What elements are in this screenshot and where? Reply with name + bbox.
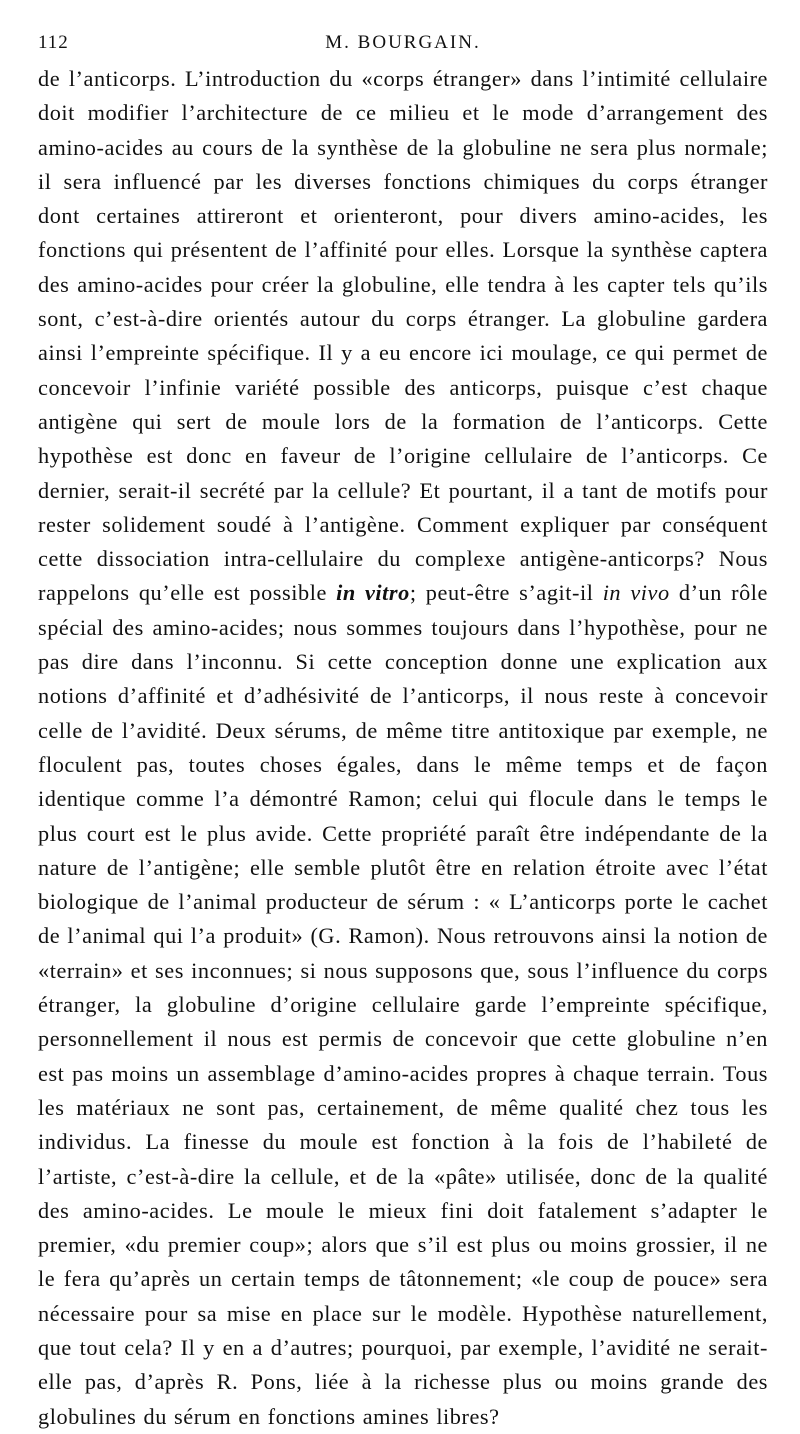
document-page: [38, 32, 768, 1434]
body-paragraph: [38, 62, 768, 1434]
italic-term-in-vitro: in vitro: [336, 580, 410, 606]
page-number: 112: [38, 32, 69, 53]
text-run: d’un rôle spécial des amino-acides; nous sommes toujours dans l’hypothèse, pour ne pas dire dans l’inconnu. Si cette conception donne une explication aux notions d’affinité et d’adhésivité de l’anticorps, il nous reste à concevoir celle de l’avidité. Deux sérums, de même titre antitoxique par exemple, ne floculent pas, toutes choses égales, dans le même temps et de façon identique comme l’a démontré Ramon; celui qui flocule dans le temps le plus court est le plus avide. Cette propriété paraît être indépendante de la nature de l’antigène; elle semble plutôt être en relation étroite avec l’état biologique de l’animal producteur de sérum : « L’anticorps porte le cachet de l’animal qui l’a produit» (G. Ramon). Nous retrouvons ainsi la notion de «terrain» et ses inconnues; si nous supposons que, sous l’influence du corps étranger, la globuline d’origine cellulaire garde l’empreinte spécifique, personnellement il nous est permis de concevoir que cette globuline n’en est pas moins un assemblage d’amino-acides propres à chaque terrain. Tous les matériaux ne sont pas, certainement, de même qualité chez tous les individus. La finesse du moule est fonction à la fois de l’habileté de l’artiste, c’est-à-dire la cellule, et de la «pâte» utilisée, donc de la qualité des amino-acides. Le moule le mieux fini doit fatalement s’adapter le premier, «du premier coup»; alors que s’il est plus ou moins grossier, il ne le fera qu’après un certain temps de tâtonnement; «le coup de pouce» sera nécessaire pour sa mise en place sur le modèle. Hypothèse naturellement, que tout cela? Il y en a d’autres; pourquoi, par exemple, l’avidité ne serait-elle pas, d’après R. Pons, liée à la richesse plus ou moins grande des globulines du sérum en fonctions amines libres?: [38, 580, 769, 1429]
italic-term-in-vivo: in vivo: [602, 580, 670, 606]
running-head: [38, 32, 768, 62]
text-run: de l’anticorps. L’introduction du «corps étranger» dans l’intimité cellulaire doit modifier l’architecture de ce milieu et le mode d’arrangement des amino-acides au cours de la synthèse de la globuline ne sera plus normale; il sera influencé par les diverses fonctions chimiques du corps étranger dont certaines attireront et orienteront, pour divers amino-acides, les fonctions qui présentent de l’affinité pour elles. Lorsque la synthèse captera des amino-acides pour créer la globuline, elle tendra à les capter tels qu’ils sont, c’est-à-dire orientés autour du corps étranger. La globuline gardera ainsi l’empreinte spécifique. Il y a eu encore ici moulage, ce qui permet de concevoir l’infinie variété possible des anticorps, puisque c’est chaque antigène qui sert de moule lors de la formation de l’anticorps. Cette hypothèse est donc en faveur de l’origine cellulaire de l’anticorps. Ce dernier, serait-il secrété par la cellule? Et pourtant, il a tant de motifs pour rester solidement soudé à l’antigène. Comment expliquer par conséquent cette dissociation intra-cellulaire du complexe antigène-anticorps? Nous rappelons qu’elle est possible: [38, 66, 768, 606]
running-title: M. BOURGAIN.: [325, 32, 481, 53]
text-run: ; peut-être s’agit-il: [409, 580, 603, 606]
